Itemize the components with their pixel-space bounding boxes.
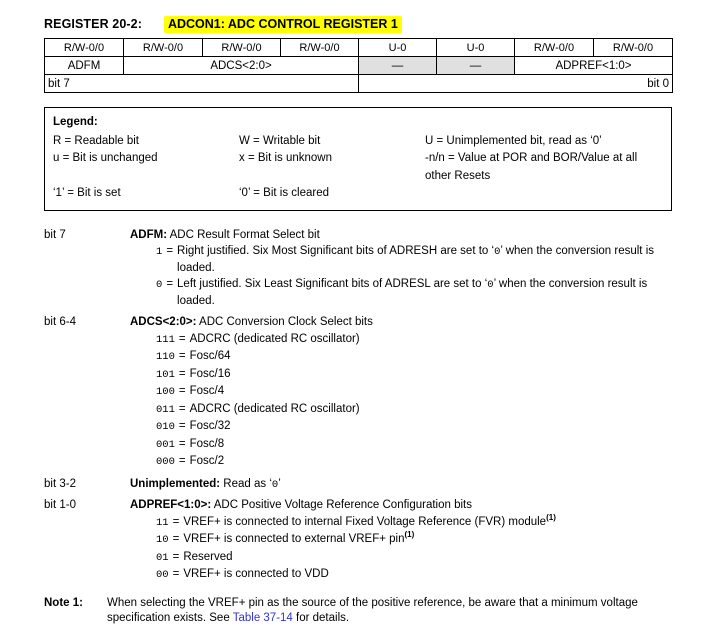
bit-heading-unimplemented [130, 477, 672, 494]
option-code-adpref-11: 11 [156, 516, 169, 529]
option-text-post-adfm-0: ’ when the conversion result is loaded. [177, 278, 648, 307]
option-text-adcs-111: ADCRC (dedicated RC oscillator) [189, 332, 360, 345]
option-code-adcs-000: 000 [156, 456, 175, 468]
bit-body-unimplemented [130, 477, 672, 495]
bit-body-adcs [130, 315, 672, 471]
access-cell-bit1: R/W-0/0 [515, 39, 594, 57]
legend-title: Legend: [53, 116, 98, 128]
option-equals-adpref-00: = [172, 568, 180, 580]
bit-desc-adfm: ADC Result Format Select bit [167, 228, 320, 241]
access-cell-bit4: R/W-0/0 [281, 39, 359, 57]
bit-name-adfm: ADFM: [130, 228, 168, 241]
option-code-adpref-10: 10 [156, 534, 169, 546]
vref-label-adpref-10: VREF [183, 533, 214, 545]
legend-unimplemented-bit: U = Unimplemented bit, read as ‘0’ [425, 134, 602, 147]
option-text-pre-adfm-1: Right justified. Six Most Significant bits of ADRESH are set to ‘ [177, 245, 495, 257]
access-cell-bit0: R/W-0/0 [594, 39, 673, 57]
bit-body-adpref [130, 498, 672, 584]
legend-row-1 [53, 133, 663, 151]
legend-box [44, 107, 672, 211]
access-cell-bit3: U-0 [359, 39, 437, 57]
option-adcs-100 [130, 384, 672, 401]
option-text-adfm-0 [177, 277, 672, 309]
bit-block-unimplemented [44, 477, 672, 495]
bit-desc-adcs: ADC Conversion Clock Select bits [196, 316, 373, 328]
option-text-adpref-10 [183, 532, 672, 549]
bit-high-label: bit 7 [45, 75, 359, 93]
footnote-marker-adpref-10: (1) [404, 530, 415, 540]
datasheet-page [44, 14, 672, 627]
note-text-mid: + pin as the source of the positive reference, be aware that a minimum voltage specification exists. See [107, 596, 638, 624]
legend-empty [425, 185, 663, 203]
option-code-adpref-01: 01 [156, 551, 169, 564]
field-cell-unimplemented-bit3: — [359, 57, 437, 75]
bit-desc-code-unimplemented: 0 [271, 478, 279, 491]
legend-bit-unknown: x = Bit is unknown [239, 152, 333, 164]
legend-readable-bit: R = Readable bit [53, 134, 139, 147]
option-text-adcs-110: Fosc/64 [189, 350, 231, 362]
bit-low-label: bit 0 [359, 75, 673, 93]
field-cell-adpref: ADPREF<1:0> [515, 57, 673, 75]
legend-bit-cleared: ‘0’ = Bit is cleared [239, 187, 330, 199]
bit-label-6-4: bit 6-4 [44, 316, 76, 328]
option-text-tail-adpref-10: + pin [379, 533, 405, 545]
register-title-row [44, 14, 672, 34]
option-adfm-0 [130, 277, 672, 309]
bit-heading-adpref [130, 498, 672, 514]
bit-body-adfm [130, 228, 672, 310]
option-text-adpref-01: Reserved [183, 550, 233, 563]
option-text-body-adpref-10: + is connected to external [214, 533, 349, 545]
bit-label-7: bit 7 [44, 228, 66, 241]
option-code-adfm-1: 1 [156, 246, 163, 258]
footnote-marker-adpref-11: (1) [546, 512, 556, 522]
legend-row-3 [53, 185, 663, 203]
option-equals-adfm-1: = [166, 245, 174, 257]
legend-bit-unchanged: u = Bit is unchanged [53, 152, 158, 164]
bit-block-adpref [44, 498, 672, 584]
option-equals-adcs-101: = [178, 367, 186, 380]
legend-bit-set: ‘1’ = Bit is set [53, 187, 121, 199]
vdd-label-adpref-00: VDD [304, 568, 329, 580]
option-equals-adpref-01: = [172, 550, 180, 563]
option-equals-adcs-000: = [178, 455, 186, 467]
option-adpref-10 [130, 532, 672, 549]
option-adcs-101 [130, 367, 672, 384]
vref-label-note: VREF [208, 596, 239, 609]
option-equals-adcs-011: = [178, 402, 186, 415]
option-equals-adcs-001: = [178, 437, 186, 450]
access-cell-bit5: R/W-0/0 [203, 39, 281, 57]
option-adpref-00 [130, 567, 672, 584]
option-adcs-000 [130, 454, 672, 471]
register-bit-table [44, 38, 673, 93]
option-equals-adcs-010: = [178, 420, 186, 432]
register-number-label: REGISTER 20-2: [44, 17, 142, 31]
bit-block-adfm [44, 228, 672, 310]
vref-label-adpref-00: VREF [183, 568, 214, 580]
option-code-adfm-0: 0 [156, 279, 163, 291]
legend-row-2 [53, 150, 663, 185]
note-text-after: for details. [292, 612, 350, 624]
access-cell-bit6: R/W-0/0 [124, 39, 203, 57]
option-code-mid-adfm-1: 0 [494, 246, 501, 258]
bit-range-row [45, 75, 673, 93]
bit-desc-post-unimplemented: ’ [278, 477, 281, 490]
legend-writable-bit: W = Writable bit [239, 134, 321, 147]
bit-desc-pre-unimplemented: Read as ‘ [220, 477, 272, 490]
option-equals-adcs-111: = [178, 332, 186, 345]
option-adcs-010 [130, 419, 672, 436]
option-code-adcs-001: 001 [156, 438, 175, 451]
bit-descriptions [44, 228, 672, 584]
option-adcs-001 [130, 437, 672, 454]
bit-heading-adfm [130, 228, 672, 244]
note-label: Note 1: [44, 596, 83, 609]
table-reference-link[interactable]: Table 37-14 [232, 612, 293, 624]
option-adcs-110 [130, 349, 672, 366]
option-text-body-adpref-11: + is connected to internal Fixed Voltage Reference (FVR) module [214, 515, 547, 528]
option-text-adcs-001: Fosc/8 [189, 437, 225, 450]
note-text [107, 596, 672, 627]
bit-name-adpref: ADPREF<1:0>: [130, 499, 212, 511]
field-cell-unimplemented-bit2: — [437, 57, 515, 75]
option-text-adcs-000: Fosc/2 [189, 455, 225, 467]
field-cell-adcs: ADCS<2:0> [124, 57, 359, 75]
option-text-adpref-11 [183, 512, 672, 532]
vref-label-adpref-11: VREF [183, 515, 214, 528]
option-equals-adcs-100: = [178, 385, 186, 397]
option-text-pre-adfm-0: Left justified. Six Least Significant bits of ADRESL are set to ‘ [177, 278, 488, 290]
note-text-before: When selecting the [107, 596, 209, 609]
bit-name-unimplemented: Unimplemented: [130, 477, 221, 490]
access-cell-bit7: R/W-0/0 [45, 39, 124, 57]
legend-reset-values: -n/n = Value at POR and BOR/Value at all other Resets [425, 152, 638, 182]
option-text-adpref-00 [183, 567, 672, 584]
field-cell-adfm: ADFM [45, 57, 124, 75]
option-code-adcs-101: 101 [156, 368, 175, 381]
bit-block-adcs [44, 315, 672, 471]
option-text-adfm-1 [177, 244, 672, 276]
option-adpref-01 [130, 550, 672, 567]
option-code-mid-adfm-0: 0 [487, 279, 494, 291]
option-equals-adfm-0: = [166, 278, 174, 290]
option-text-adcs-011: ADCRC (dedicated RC oscillator) [189, 402, 360, 415]
access-cell-bit2: U-0 [437, 39, 515, 57]
bit-label-1-0: bit 1-0 [44, 499, 76, 511]
bit-heading-adcs [130, 315, 672, 331]
option-code-adpref-00: 00 [156, 569, 169, 581]
option-equals-adpref-11: = [172, 515, 180, 528]
option-text-adcs-100: Fosc/4 [189, 385, 225, 397]
option-equals-adcs-110: = [178, 350, 186, 362]
access-row [45, 39, 673, 57]
vref-second-label-adpref-10: VREF [348, 533, 380, 545]
option-code-adcs-100: 100 [156, 386, 175, 398]
option-code-adcs-011: 011 [156, 403, 175, 416]
option-text-body-adpref-00: + is connected to [214, 568, 305, 580]
bit-name-adcs: ADCS<2:0>: [130, 316, 197, 328]
register-title-highlight: ADCON1: ADC CONTROL REGISTER 1 [164, 16, 402, 33]
option-text-adcs-010: Fosc/32 [189, 420, 231, 432]
option-adcs-011 [130, 402, 672, 419]
note-block [44, 596, 672, 627]
option-text-adcs-101: Fosc/16 [189, 367, 231, 380]
option-code-adcs-110: 110 [156, 351, 175, 363]
field-row [45, 57, 673, 75]
option-adcs-111 [130, 332, 672, 349]
option-adfm-1 [130, 244, 672, 276]
option-code-adcs-010: 010 [156, 421, 175, 433]
option-text-post-adfm-1: ’ when the conversion result is loaded. [177, 245, 654, 274]
option-equals-adpref-10: = [172, 533, 180, 545]
option-code-adcs-111: 111 [156, 333, 175, 346]
option-adpref-11 [130, 512, 672, 532]
bit-desc-adpref: ADC Positive Voltage Reference Configuration bits [211, 499, 472, 511]
bit-label-3-2: bit 3-2 [44, 477, 76, 490]
